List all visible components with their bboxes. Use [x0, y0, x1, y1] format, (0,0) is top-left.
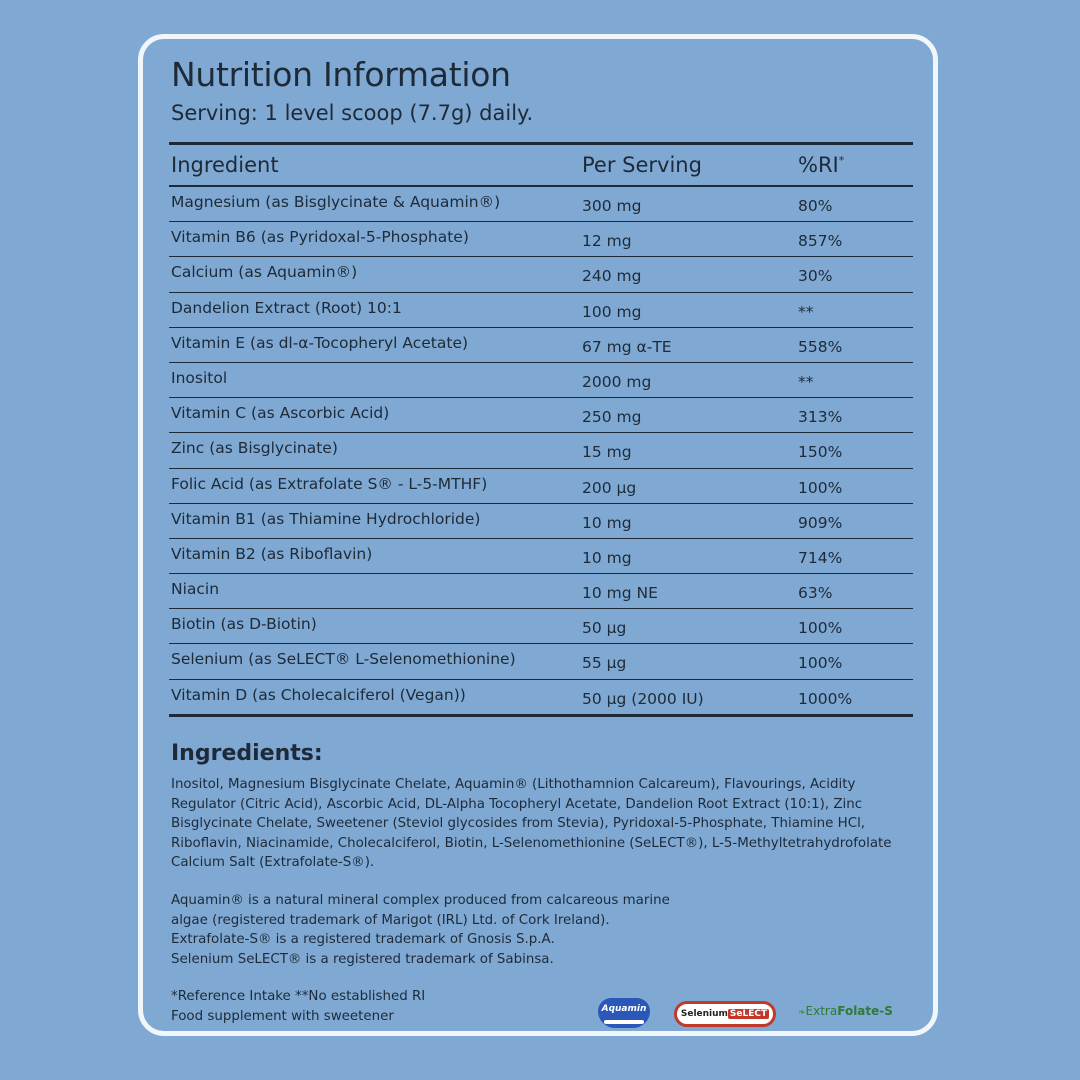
nutrition-table	[169, 142, 913, 717]
column-header-ri: %RI*	[798, 153, 845, 177]
ingredient-cell: Niacin	[171, 580, 220, 599]
per-serving-cell: 10 mg	[582, 513, 632, 532]
ri-cell: 558%	[798, 337, 843, 356]
ri-cell: 150%	[798, 443, 843, 462]
trademark-line: Extrafolate-S® is a registered trademark of Gnosis S.p.A.	[171, 932, 555, 947]
table-row	[169, 539, 913, 574]
serving-size: Serving: 1 level scoop (7.7g) daily.	[171, 101, 534, 125]
table-row	[169, 328, 913, 363]
per-serving-cell: 50 µg	[582, 619, 627, 638]
ingredients-title: Ingredients:	[171, 741, 323, 766]
extrafolate-logo: ❧ExtraFolate-S	[798, 1004, 893, 1018]
ingredient-cell: Vitamin D (as Cholecalciferol (Vegan))	[171, 685, 466, 704]
reference-intake-note: *Reference Intake **No established RI	[171, 989, 426, 1004]
supplement-note: Food supplement with sweetener	[171, 1008, 394, 1024]
table-row	[169, 504, 913, 539]
per-serving-cell: 200 µg	[582, 478, 637, 497]
ingredient-cell: Folic Acid (as Extrafolate S® - L-5-MTHF)	[171, 474, 488, 493]
per-serving-cell: 240 mg	[582, 267, 642, 286]
footer-notes	[171, 987, 425, 1026]
ri-cell: 80%	[798, 197, 833, 215]
nutrition-card	[138, 34, 938, 1036]
ingredient-cell: Inositol	[171, 368, 228, 387]
ri-cell: **	[798, 302, 814, 321]
column-header-ingredient: Ingredient	[171, 153, 279, 177]
ingredient-cell: Biotin (as D-Biotin)	[171, 615, 317, 634]
ingredient-cell: Vitamin C (as Ascorbic Acid)	[171, 404, 390, 423]
table-row	[169, 574, 913, 609]
table-row	[169, 187, 913, 222]
ri-cell: 100%	[798, 619, 843, 638]
per-serving-cell: 12 mg	[582, 232, 632, 251]
ri-cell: 100%	[798, 478, 843, 497]
ingredient-cell: Vitamin B6 (as Pyridoxal-5-Phosphate)	[171, 228, 469, 247]
per-serving-cell: 100 mg	[582, 302, 642, 321]
leaf-icon: ❧	[798, 1008, 806, 1018]
per-serving-cell: 250 mg	[582, 408, 642, 427]
table-row	[169, 363, 913, 398]
ri-cell: 714%	[798, 548, 843, 567]
table-header	[169, 142, 913, 187]
per-serving-cell: 10 mg NE	[582, 584, 658, 603]
ri-cell: 63%	[798, 584, 833, 603]
table-row	[169, 398, 913, 433]
ingredient-cell: Vitamin B2 (as Riboflavin)	[171, 544, 373, 563]
trademark-line: algae (registered trademark of Marigot (IRL) Ltd. of Cork Ireland).	[171, 912, 610, 928]
table-row	[169, 680, 913, 717]
ingredient-cell: Zinc (as Bisglycinate)	[171, 439, 338, 458]
ingredient-cell: Selenium (as SeLECT® L-Selenomethionine)	[171, 650, 516, 669]
trademark-line: Aquamin® is a natural mineral complex produced from calcareous marine	[171, 893, 670, 908]
table-body	[169, 187, 913, 717]
trademark-line: Selenium SeLECT® is a registered trademark of Sabinsa.	[171, 951, 554, 967]
ingredient-cell: Magnesium (as Bisglycinate & Aquamin®)	[171, 193, 501, 211]
table-row	[169, 293, 913, 328]
ingredient-cell: Calcium (as Aquamin®)	[171, 263, 358, 282]
ingredients-text: Inositol, Magnesium Bisglycinate Chelate, Aquamin® (Lithothamnion Calcareum), Flavourings, Acidity Regulator (Citric Acid), Ascorbic Acid, DL-Alpha Tocopheryl Acetate, Dandelion Root Extract (10:1), Zinc Bisglycinate Chelate, Sweetener (Steviol glycosides from Stevia), Pyridoxal-5-Phosphate, Thiamine HCl, Riboflavin, Niacinamide, Cholecalciferol, Biotin, L-Selenomethionine (SeLECT®), L-5-Methyltetrahydrofolate Calcium Salt (Extrafolate-S®).	[171, 777, 892, 870]
per-serving-cell: 15 mg	[582, 443, 632, 462]
ri-cell: 30%	[798, 267, 833, 286]
per-serving-cell: 50 µg (2000 IU)	[582, 689, 704, 708]
ri-marker: *	[838, 154, 845, 167]
ri-cell: **	[798, 372, 814, 391]
trademark-notes	[171, 891, 791, 969]
per-serving-cell: 10 mg	[582, 548, 632, 567]
table-row	[169, 433, 913, 468]
ri-cell: 313%	[798, 408, 843, 427]
ri-cell: 909%	[798, 513, 843, 532]
ingredient-cell: Vitamin E (as dl-α-Tocopheryl Acetate)	[171, 333, 469, 352]
aquamin-logo: Aquamin	[598, 998, 650, 1028]
ingredient-cell: Vitamin B1 (as Thiamine Hydrochloride)	[171, 509, 481, 528]
per-serving-cell: 2000 mg	[582, 372, 652, 391]
ingredient-cell: Dandelion Extract (Root) 10:1	[171, 298, 402, 317]
table-row	[169, 257, 913, 292]
table-row	[169, 609, 913, 644]
per-serving-cell: 300 mg	[582, 197, 642, 215]
column-header-per-serving: Per Serving	[582, 153, 702, 177]
table-row	[169, 222, 913, 257]
table-row	[169, 644, 913, 679]
ri-cell: 100%	[798, 654, 843, 673]
per-serving-cell: 67 mg α-TE	[582, 337, 672, 356]
ri-cell: 1000%	[798, 689, 853, 708]
table-row	[169, 469, 913, 504]
selenium-select-logo: Selenium SeLECT	[674, 1001, 776, 1027]
brand-logos	[598, 994, 918, 1034]
per-serving-cell: 55 µg	[582, 654, 627, 673]
page-title: Nutrition Information	[171, 55, 511, 94]
ri-cell: 857%	[798, 232, 843, 251]
